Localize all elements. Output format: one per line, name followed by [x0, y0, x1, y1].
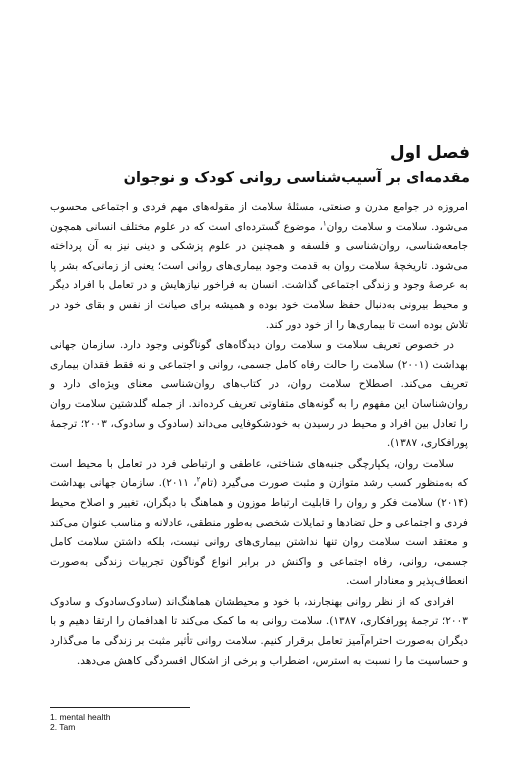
body-text: [50, 198, 468, 671]
paragraph-1-rest: ، موضوع گسترده‌ای است که در علوم مختلف انسانی همچون جامعه‌شناسی، روان‌شناسی و فلسفه و همچنین در علوم پزشکی و دینی نیز به آن پرداخته می‌شود. تاریخچهٔ سلامت روان به قدمت وجود بیماری‌های روانی است؛ یعنی از زمانی‌که بشر پا به عرصهٔ وجود و زندگی اجتماعی گذاشت. انسان به فراخور نیازهایش و در تعامل با افراد دیگر و محیط بیرونی به‌دنبال حفظ سلامت خود بوده و همیشه برای صیانت از نفس و بقای خود در تلاش بوده است تا بیماری‌ها را از خود دور کند.: [50, 220, 468, 331]
footnote-1: 1. mental health: [50, 712, 111, 722]
chapter-title: فصل اول: [389, 143, 470, 163]
paragraph-3-rest: ، ۲۰۱۱). سازمان جهانی بهداشت (۲۰۱۴) سلامت فکر و روان را قابلیت ارتباط موزون و هماهنگ با دیگران، تغییر و اصلاح محیط فردی و اجتماعی و حل تضادها و تمایلات شخصی به‌طور منطقی، عادلانه و مناسب عنوان می‌کند و معتقد است سلامت روان تنها نداشتن بیماری‌های روانی نیست، بلکه داشتن سلامت کامل جسمی، روانی، رفاه اجتماعی و واکنش در برابر انواع گوناگون تجربیات زندگی به‌صورت انعطاف‌پذیر و معنادار است.: [50, 477, 468, 588]
section-title: مقدمه‌ای بر آسیب‌شناسی روانی کودک و نوجوان: [123, 170, 470, 186]
footnote-divider: [50, 707, 190, 708]
footnote-ref-1: ۱: [322, 219, 327, 228]
footnote-2: 2. Tam: [50, 722, 76, 732]
footnote-ref-2: ۲: [196, 475, 201, 484]
paragraph-4: افرادی که از نظر روانی بهنجارند، با خود و محیطشان هماهنگ‌اند (سادوک‌سادوک و سادوک ۲۰۰۳؛ ترجمهٔ پورافکاری، ۱۳۸۷). سلامت روانی به ما کمک می‌کند تا اهدافمان را ارتقا دهیم و با دیگران به‌صورت احترام‌آمیز تعامل برقرار کنیم. سلامت روانی تأثیر مثبت بر زندگی ما می‌گذارد و حساسیت ما را نسبت به استرس، اضطراب و برخی از اشکال افسردگی کاهش می‌دهد.: [50, 595, 468, 667]
paragraph-1-text: امروزه در جوامع مدرن و صنعتی، مسئلهٔ سلامت از مقوله‌های مهم فردی و اجتماعی محسوب می‌شود. سلامت و سلامت روان: [50, 201, 468, 233]
paragraph-2: در خصوص تعریف سلامت و سلامت روان دیدگاه‌های گوناگونی وجود دارد. سازمان جهانی بهداشت (۲۰۰۱) سلامت را حالت رفاه کامل جسمی، روانی و اجتماعی و نه فقط فقدان بیماری تعریف می‌کند. اصطلاح سلامت روان، در کتاب‌های روان‌شناسی معنای ویژه‌ای دارد و روان‌شناسان این مفهوم را به گونه‌های متفاوتی تعریف کرده‌اند. از جمله گلدشتین سلامت روان را تعادل بین افراد و محیط در رسیدن به خودشکوفایی می‌داند (سادوک و سادوک، ۲۰۰۳؛ ترجمهٔ پورافکاری، ۱۳۸۷).: [50, 339, 468, 450]
paragraph-1: [50, 198, 468, 335]
paragraph-3: [50, 455, 468, 592]
paragraph-3-text: سلامت روان، یکپارچگی جنبه‌های شناختی، عاطفی و ارتباطی فرد در تعامل با محیط است که به‌منظور کسب رشد متوازن و مثبت صورت می‌گیرد (تام: [50, 457, 469, 490]
footnotes: [50, 712, 350, 732]
